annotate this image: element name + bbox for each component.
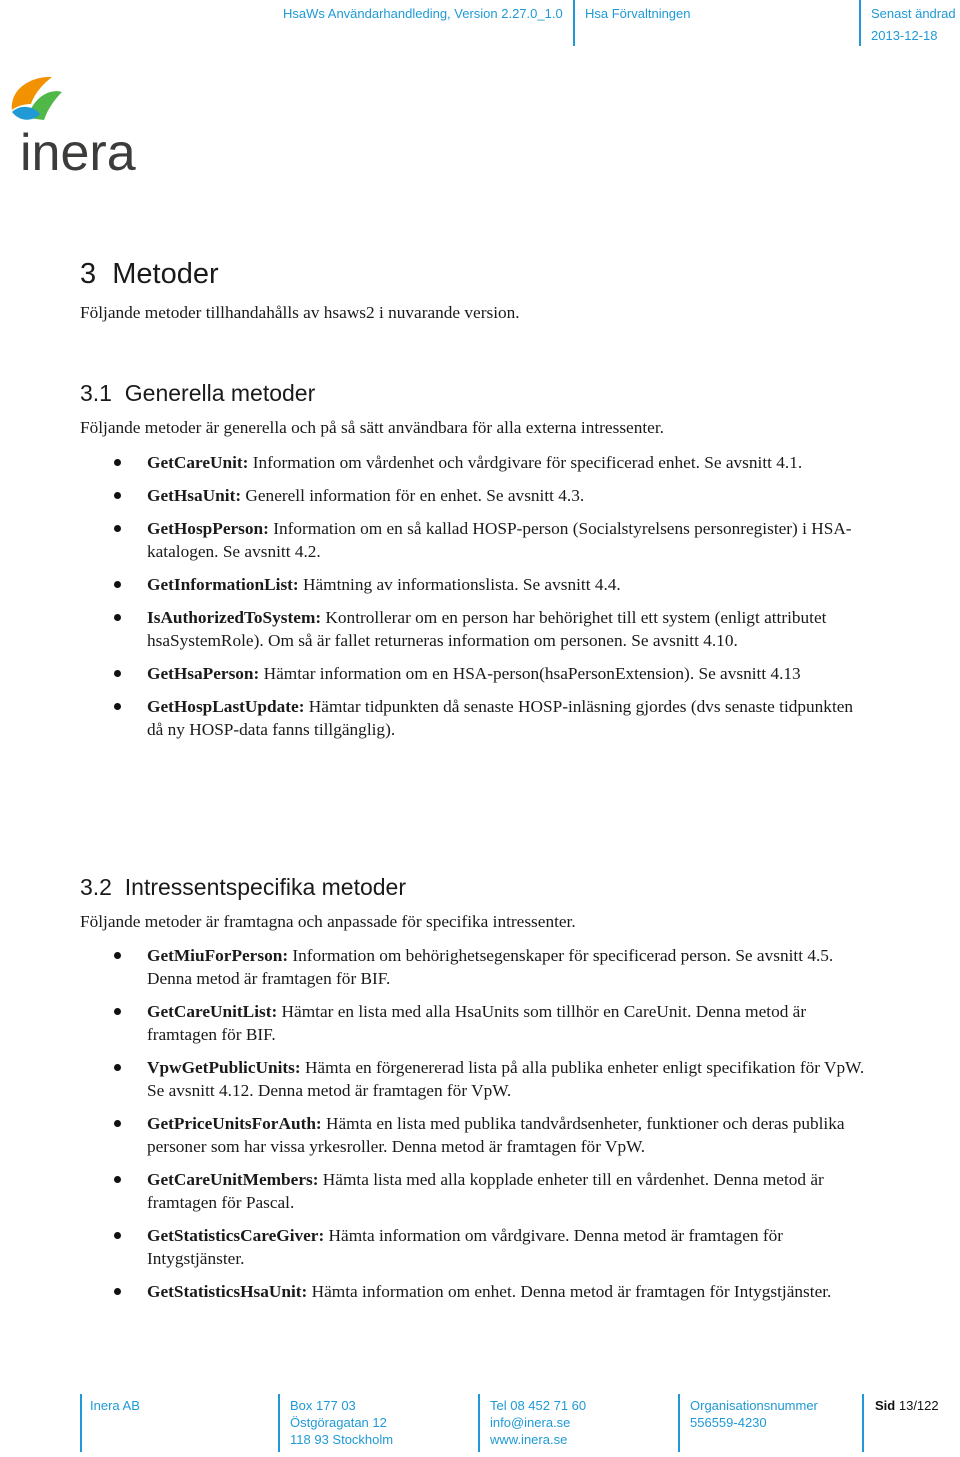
- method-name: GetCareUnit:: [147, 453, 249, 472]
- method-description: Information om behörighetsegenskaper för specificerad person. Se avsnitt 4.5. Denna metod är framtagen för BIF.: [147, 946, 834, 988]
- stakeholder-methods-list: [110, 944, 870, 1313]
- footer-street: Östgöragatan 12: [290, 1415, 387, 1430]
- method-description: Hämtar en lista med alla HsaUnits som tillhör en CareUnit. Denna metod är framtagen för BIF.: [147, 1002, 807, 1044]
- footer-company: Inera AB: [90, 1398, 140, 1413]
- method-name: GetCareUnitMembers:: [147, 1170, 319, 1189]
- footer-org-number: 556559-4230: [690, 1415, 767, 1430]
- method-list-item: [110, 1056, 870, 1102]
- method-name: VpwGetPublicUnits:: [147, 1058, 301, 1077]
- method-list-item: [110, 451, 870, 474]
- section-title: Metoder: [112, 258, 219, 290]
- footer-box: Box 177 03: [290, 1398, 356, 1413]
- footer-org: [690, 1397, 818, 1431]
- method-name: GetCareUnitList:: [147, 1002, 278, 1021]
- page-footer: [0, 1394, 960, 1454]
- header-changed-label: Senast ändrad: [871, 6, 956, 21]
- section-3-2-heading: [80, 874, 406, 901]
- inera-logo-mark: [6, 74, 166, 174]
- method-description: Information om vårdenhet och vårdgivare för specificerad enhet. Se avsnitt 4.1.: [248, 453, 803, 472]
- method-description: Hämta information om enhet. Denna metod är framtagen för Intygstjänster.: [307, 1282, 832, 1301]
- method-list-item: [110, 1280, 870, 1303]
- method-name: GetInformationList:: [147, 575, 299, 594]
- footer-page: [875, 1397, 939, 1414]
- section-title: Intressentspecifika metoder: [124, 874, 407, 900]
- method-list-item: [110, 662, 870, 685]
- footer-web[interactable]: www.inera.se: [490, 1432, 568, 1447]
- header-changed-date: 2013-12-18: [871, 28, 938, 43]
- method-description: Kontrollerar om en person har behörighet till ett system (enligt attributet hsaSystemRole). Om så är fallet returneras information om personen. Se avsnitt 4.10.: [147, 608, 827, 650]
- header-doc-title: HsaWs Användarhandleding, Version 2.27.0_1.0: [283, 6, 563, 21]
- method-list-item: [110, 573, 870, 596]
- page-number: 13/122: [898, 1398, 939, 1413]
- section-number: 3.2: [80, 874, 112, 900]
- footer-phone: Tel 08 452 71 60: [490, 1398, 587, 1413]
- method-description: Hämtar information om en HSA-person(hsaPersonExtension). Se avsnitt 4.13: [259, 664, 801, 683]
- footer-divider: [80, 1394, 82, 1452]
- footer-org-label: Organisationsnummer: [690, 1398, 818, 1413]
- footer-address: [290, 1397, 393, 1448]
- section-3-2-intro: Följande metoder är framtagna och anpassade för specifika intressenter.: [80, 912, 576, 931]
- method-list-item: [110, 1000, 870, 1046]
- method-name: GetHospLastUpdate:: [147, 697, 305, 716]
- section-3-1-heading: [80, 380, 315, 407]
- logo-text: inera: [20, 124, 136, 174]
- method-description: Hämta en lista med publika tandvårdsenheter, funktioner och deras publika personer som har vissa yrkesroller. Denna metod är framtagen för VpW.: [147, 1114, 845, 1156]
- method-description: Hämta en förgenererad lista på alla publika enheter enligt specifikation för VpW. Se avsnitt 4.12. Denna metod är framtagen för VpW.: [147, 1058, 865, 1100]
- header-changed: [871, 6, 956, 44]
- section-number: 3.1: [80, 380, 112, 406]
- header-owner: Hsa Förvaltningen: [585, 6, 691, 21]
- method-list-item: [110, 695, 870, 741]
- page-header: [0, 0, 960, 46]
- footer-divider: [678, 1394, 680, 1452]
- method-list-item: [110, 1112, 870, 1158]
- method-name: GetHsaUnit:: [147, 486, 242, 505]
- section-number: 3: [80, 258, 97, 290]
- method-description: Hämtar tidpunkten då senaste HOSP-inläsning gjordes (dvs senaste tidpunkten då ny HOSP-data fanns tillgänglig).: [147, 697, 854, 739]
- general-methods-list: [110, 451, 870, 751]
- method-name: GetStatisticsCareGiver:: [147, 1226, 325, 1245]
- method-name: GetPriceUnitsForAuth:: [147, 1114, 322, 1133]
- header-divider: [573, 0, 575, 46]
- method-description: Generell information för en enhet. Se avsnitt 4.3.: [241, 486, 585, 505]
- method-name: GetStatisticsHsaUnit:: [147, 1282, 308, 1301]
- section-3-heading: [80, 258, 219, 291]
- method-name: GetHospPerson:: [147, 519, 269, 538]
- footer-city: 118 93 Stockholm: [290, 1432, 394, 1447]
- footer-divider: [278, 1394, 280, 1452]
- method-list-item: [110, 484, 870, 507]
- footer-email[interactable]: info@inera.se: [490, 1415, 571, 1430]
- method-name: GetMiuForPerson:: [147, 946, 289, 965]
- method-list-item: [110, 944, 870, 990]
- method-description: Hämta information om vårdgivare. Denna metod är framtagen för Intygstjänster.: [147, 1226, 783, 1268]
- method-description: Hämtning av informationslista. Se avsnitt 4.4.: [298, 575, 621, 594]
- footer-divider: [862, 1394, 864, 1452]
- page-label: Sid: [875, 1398, 896, 1413]
- section-title: Generella metoder: [124, 380, 316, 406]
- method-description: Information om en så kallad HOSP-person (Socialstyrelsens personregister) i HSA-katalogen. Se avsnitt 4.2.: [147, 519, 852, 561]
- inera-logo: [6, 74, 166, 174]
- method-list-item: [110, 1224, 870, 1270]
- footer-divider: [478, 1394, 480, 1452]
- footer-contact: [490, 1397, 586, 1448]
- method-list-item: [110, 517, 870, 563]
- method-name: IsAuthorizedToSystem:: [147, 608, 322, 627]
- method-list-item: [110, 1168, 870, 1214]
- method-description: Hämta lista med alla kopplade enheter till en vårdenhet. Denna metod är framtagen för Pascal.: [147, 1170, 824, 1212]
- method-name: GetHsaPerson:: [147, 664, 260, 683]
- section-3-1-intro: Följande metoder är generella och på så sätt användbara för alla externa intressenter.: [80, 418, 664, 437]
- method-list-item: [110, 606, 870, 652]
- header-divider: [859, 0, 861, 46]
- section-3-intro: Följande metoder tillhandahålls av hsaws2 i nuvarande version.: [80, 303, 520, 322]
